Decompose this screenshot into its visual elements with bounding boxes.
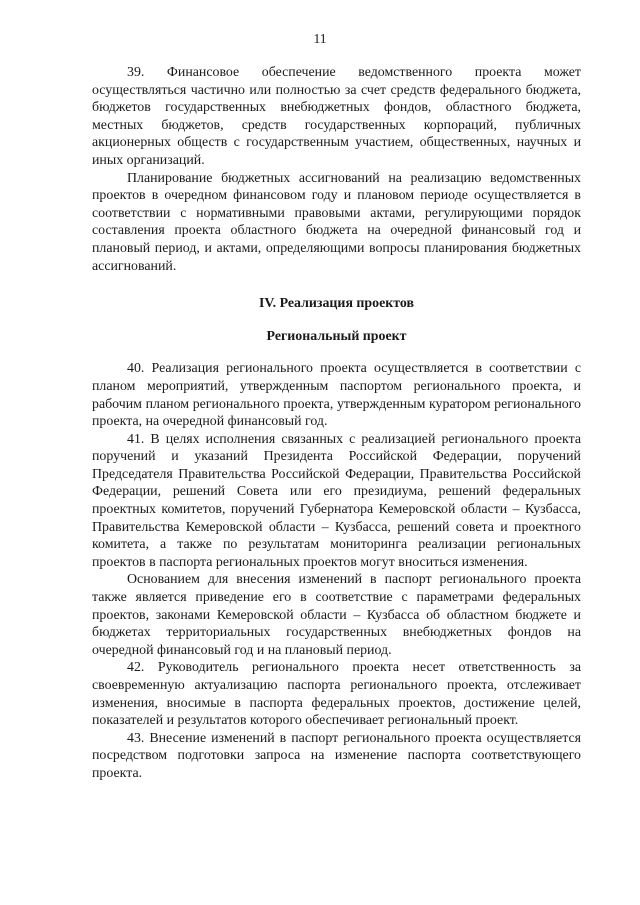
paragraph-43: 43. Внесение изменений в паспорт регионального проекта осуществляется посредством подготовки запроса на изменение паспорта соответствующего проекта. bbox=[92, 730, 581, 781]
page-number: 11 bbox=[313, 31, 327, 46]
paragraph-39: 39. Финансовое обеспечение ведомственного проекта может осуществляться частично или полностью за счет средств федерального бюджета, бюджетов государственных внебюджетных фондов, областного бюджета, местных бюджетов, средств государственных корпораций, публичных акционерных обществ с государственным участием, общественных, научных и иных организаций. bbox=[92, 65, 581, 168]
page-content bbox=[92, 64, 581, 783]
paragraph-42: 42. Руководитель регионального проекта несет ответственность за своевременную актуализацию паспорта регионального проекта, отслеживает изменения, вносимые в паспорта федеральных проектов, достижение целей, показателей и результатов которого обеспечивает региональный проект. bbox=[92, 660, 581, 729]
section-heading: IV. Реализация проектов bbox=[258, 296, 415, 312]
paragraph-41: 41. В целях исполнения связанных с реализацией регионального проекта поручений и указаний Президента Российской Федерации, поручений Председателя Правительства Российской Федерации, Правительства Российской Федерации, решений Совета или его президиума, решений федеральных проектных комитетов, поручений Губернатора Кемеровской области – Кузбасса, Правительства Кемеровской области – Кузбасса, решений совета и проектного комитета, а также по результатам мониторинга реализации региональных проектов в паспорта региональных проектов могут вноситься изменения. bbox=[92, 431, 581, 570]
paragraph-40: 40. Реализация регионального проекта осуществляется в соответствии с планом мероприятий, утвержденным паспортом регионального проекта, и рабочим планом регионального проекта, утвержденным куратором регионального проекта, на очередной финансовый год. bbox=[92, 361, 581, 430]
paragraph-changes-basis: Основанием для внесения изменений в паспорт регионального проекта также является приведение его в соответствие с параметрами федеральных проектов, законами Кемеровской области – Кузбасса об областном бюджете и бюджетах территориальных государственных внебюджетных фондов на очередной финансовый год и на плановый период. bbox=[92, 572, 581, 658]
paragraph-budget-planning: Планирование бюджетных ассигнований на реализацию ведомственных проектов в очередном финансовом году и плановом периоде осуществляется в соответствии с нормативными правовыми актами, регулирующими порядок составления проекта областного бюджета на очередной финансовый год и плановый период, и актами, определяющими вопросы планирования бюджетных ассигнований. bbox=[92, 170, 581, 274]
subsection-heading: Региональный проект bbox=[266, 328, 407, 344]
